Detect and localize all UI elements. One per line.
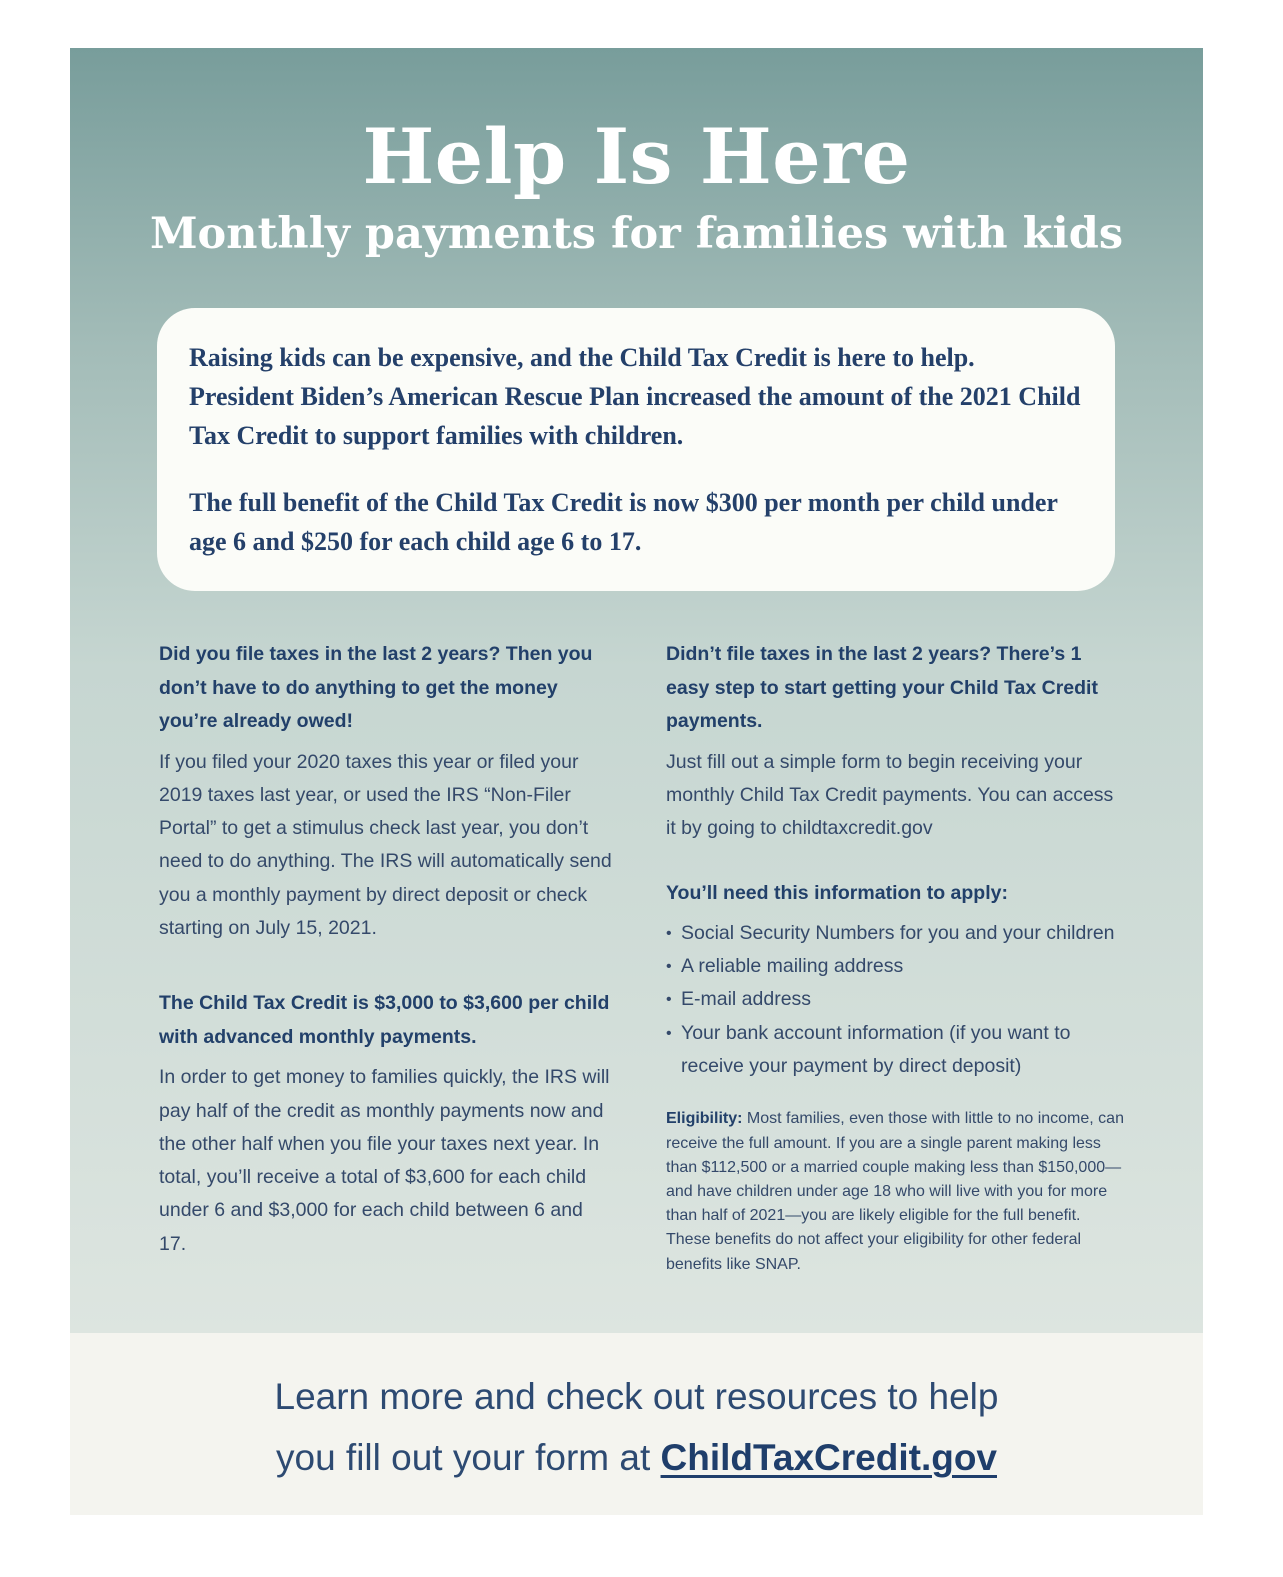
left-column xyxy=(159,638,614,1261)
flyer xyxy=(70,48,1203,1515)
list-item xyxy=(666,917,1126,950)
list-item xyxy=(666,1017,1126,1084)
eligibility-note xyxy=(666,1107,1126,1276)
list-item xyxy=(666,983,1126,1016)
intro-card xyxy=(157,308,1115,591)
footer-line-1: Learn more and check out resources to help xyxy=(274,1376,999,1417)
list-item-text: A reliable mailing address xyxy=(681,955,904,978)
list-item-text: Your bank account information (if you want to receive your payment by direct deposit) xyxy=(681,1021,1071,1078)
bullet-icon: • xyxy=(666,924,672,942)
footer-line-2-prefix: you fill out your form at xyxy=(276,1437,651,1478)
right-column xyxy=(666,638,1126,1277)
bullet-icon: • xyxy=(666,958,672,976)
not-filed-body: Just fill out a simple form to begin receiving your monthly Child Tax Credit payments. You can access it by going to childtaxcredit.gov xyxy=(666,750,1114,840)
bullet-icon: • xyxy=(666,991,672,1009)
bullet-icon: • xyxy=(666,1024,672,1042)
filed-taxes-body: If you filed your 2020 taxes this year or filed your 2019 taxes last year, or used the IRS “Non-Filer Portal” to get a stimulus check last year, you don’t need to do anything. The IRS will automatically send you a monthly payment by direct deposit or check starting on July 15, 2021. xyxy=(159,750,612,939)
intro-paragraph-2: The full benefit of the Child Tax Credit is now $300 per month per child under age 6 and $250 for each child age 6 to 17. xyxy=(189,488,1058,556)
footer-line-2 xyxy=(70,1430,1203,1486)
credit-amount-heading: The Child Tax Credit is $3,000 to $3,600 per child with advanced monthly payments. xyxy=(159,992,610,1048)
filed-taxes-heading: Did you file taxes in the last 2 years? Then you don’t have to do anything to get the money you’re already owed! xyxy=(159,643,593,732)
footer xyxy=(70,1333,1203,1515)
list-item-text: E-mail address xyxy=(681,988,812,1011)
not-filed-heading: Didn’t file taxes in the last 2 years? There’s 1 easy step to start getting your Child Tax Credit payments. xyxy=(666,643,1098,732)
needs-list xyxy=(666,917,1126,1083)
page-title: Help Is Here xyxy=(362,112,911,201)
page-subtitle: Monthly payments for families with kids xyxy=(149,209,1124,259)
eligibility-text: Most families, even those with little to no income, can receive the full amount. If you are a single parent making less than $112,500 or a married couple making less than $150,000—and have children under age 18 who will live with you for more than half of 2021—you are likely eligible for the full benefit. These benefits do not affect your eligibility for other federal benefits like SNAP. xyxy=(666,1110,1124,1273)
eligibility-label: Eligibility: xyxy=(666,1110,743,1128)
needs-heading: You’ll need this information to apply: xyxy=(666,882,1008,905)
list-item-text: Social Security Numbers for you and your children xyxy=(681,921,1115,944)
childtaxcredit-link[interactable]: ChildTaxCredit.gov xyxy=(660,1437,997,1478)
intro-paragraph-1: Raising kids can be expensive, and the Child Tax Credit is here to help. President Biden’s American Rescue Plan increased the amount of the 2021 Child Tax Credit to support families with children. xyxy=(189,343,1081,450)
list-item xyxy=(666,950,1126,983)
credit-amount-body: In order to get money to families quickly, the IRS will pay half of the credit as monthly payments now and the other half when you file your taxes next year. In total, you’ll receive a total of $3,600 for each child under 6 and $3,000 for each child between 6 and 17. xyxy=(159,1066,610,1255)
